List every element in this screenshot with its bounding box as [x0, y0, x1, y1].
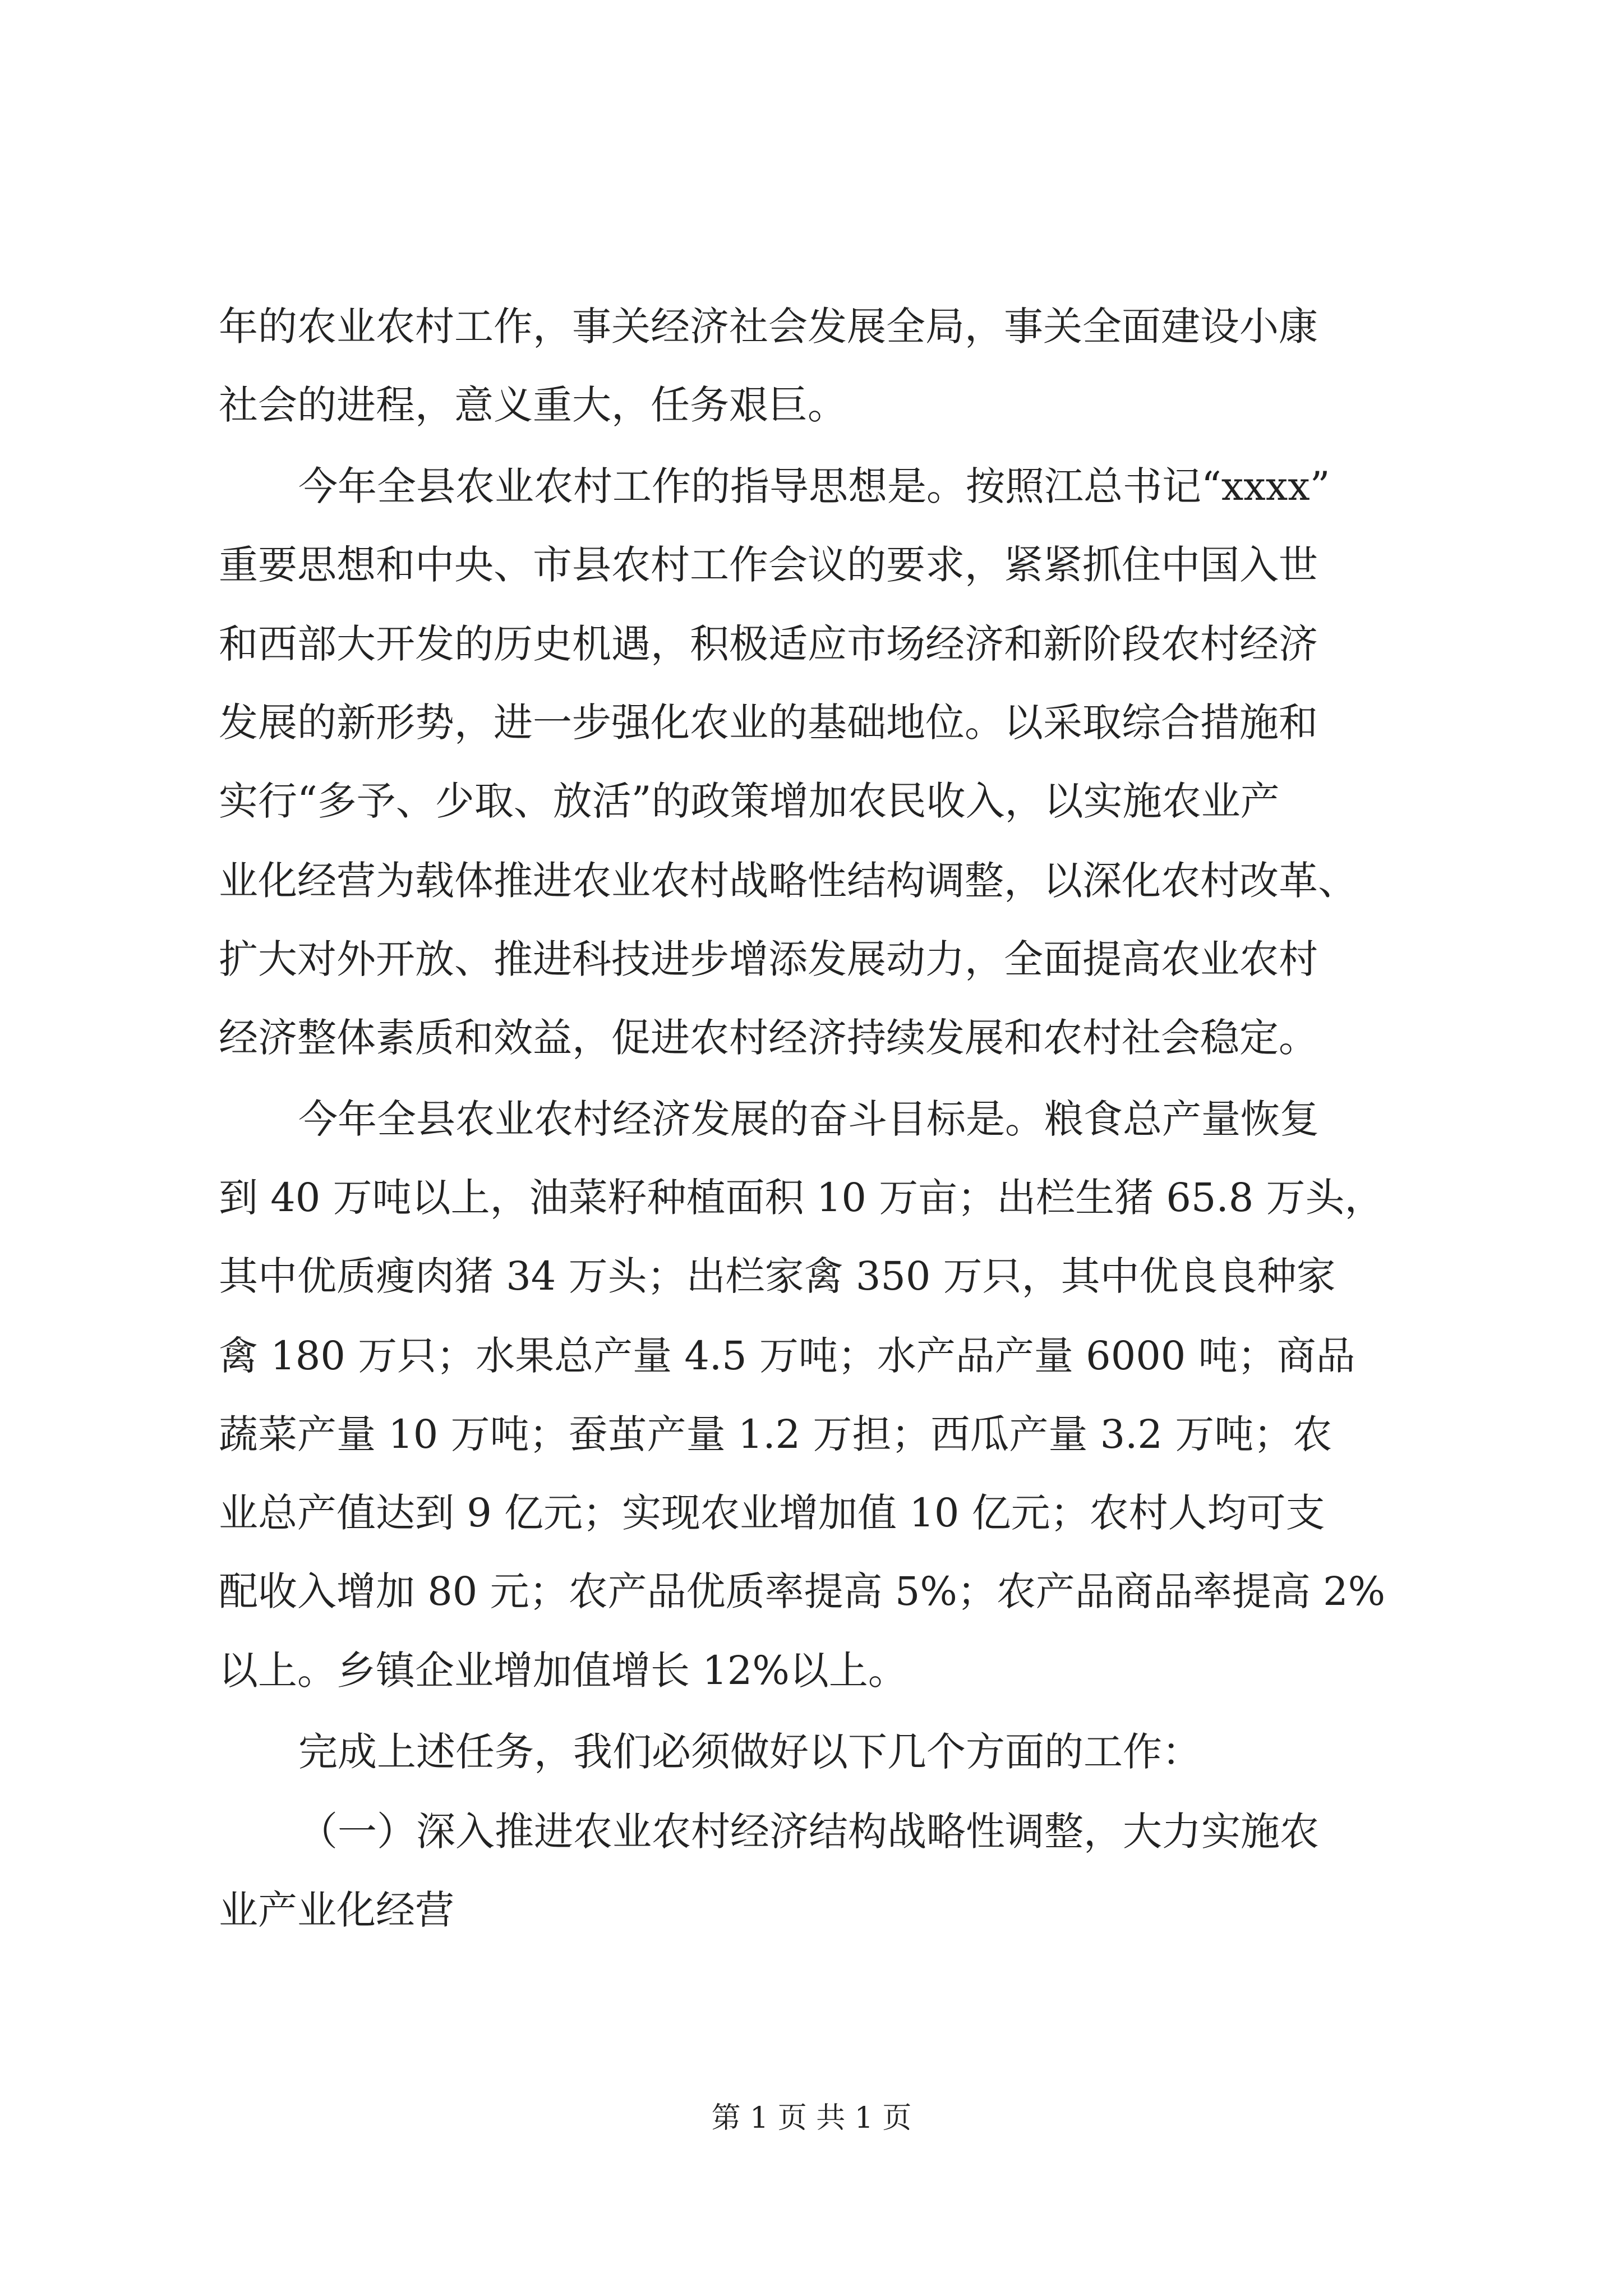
text-line: 配收入增加 80 元；农产品优质率提高 5%；农产品商品率提高 2% [219, 1568, 1386, 1614]
text-line: 实行“多予、少取、放活”的政策增加农民收入，以实施农业产 [219, 778, 1280, 824]
paragraph-first-line: 今年全县农业农村经济发展的奋斗目标是。粮食总产量恢复 [298, 1096, 1319, 1142]
text-line: 禽 180 万只；水果总产量 4.5 万吨；水产品产量 6000 吨；商品 [219, 1333, 1355, 1379]
text-line: 扩大对外开放、推进科技进步增添发展动力，全面提高农业农村 [219, 936, 1318, 982]
text-line: 经济整体素质和效益，促进农村经济持续发展和农村社会稳定。 [219, 1015, 1318, 1061]
text-line: 蔬菜产量 10 万吨；蚕茧产量 1.2 万担；西瓜产量 3.2 万吨；农 [219, 1411, 1332, 1457]
paragraph-first-line: 今年全县农业农村工作的指导思想是。按照江总书记“xxxx” [298, 463, 1330, 509]
text-line: 业化经营为载体推进农业农村战略性结构调整，以深化农村改革、 [219, 858, 1357, 904]
paragraph-first-line: 完成上述任务，我们必须做好以下几个方面的工作： [298, 1729, 1201, 1775]
section-heading: （一）深入推进农业农村经济结构战略性调整，大力实施农 [298, 1809, 1319, 1855]
text-line: 年的农业农村工作，事关经济社会发展全局，事关全面建设小康 [219, 303, 1318, 349]
text-line: 到 40 万吨以上，油菜籽种植面积 10 万亩；出栏生猪 65.8 万头， [219, 1175, 1384, 1221]
section-heading-continued: 业产业化经营 [219, 1887, 454, 1933]
text-line: 以上。乡镇企业增加值增长 12%以上。 [219, 1648, 907, 1694]
text-line: 和西部大开发的历史机遇，积极适应市场经济和新阶段农村经济 [219, 621, 1318, 667]
text-line: 发展的新形势，进一步强化农业的基础地位。以采取综合措施和 [219, 700, 1318, 746]
text-line: 社会的进程，意义重大，任务艰巨。 [219, 382, 847, 428]
text-line: 其中优质瘦肉猪 34 万头；出栏家禽 350 万只，其中优良良种家 [219, 1253, 1336, 1299]
text-line: 业总产值达到 9 亿元；实现农业增加值 10 亿元；农村人均可支 [219, 1490, 1325, 1536]
page-footer: 第 1 页 共 1 页 [711, 2101, 912, 2135]
text-line: 重要思想和中央、市县农村工作会议的要求，紧紧抓住中国入世 [219, 542, 1318, 588]
